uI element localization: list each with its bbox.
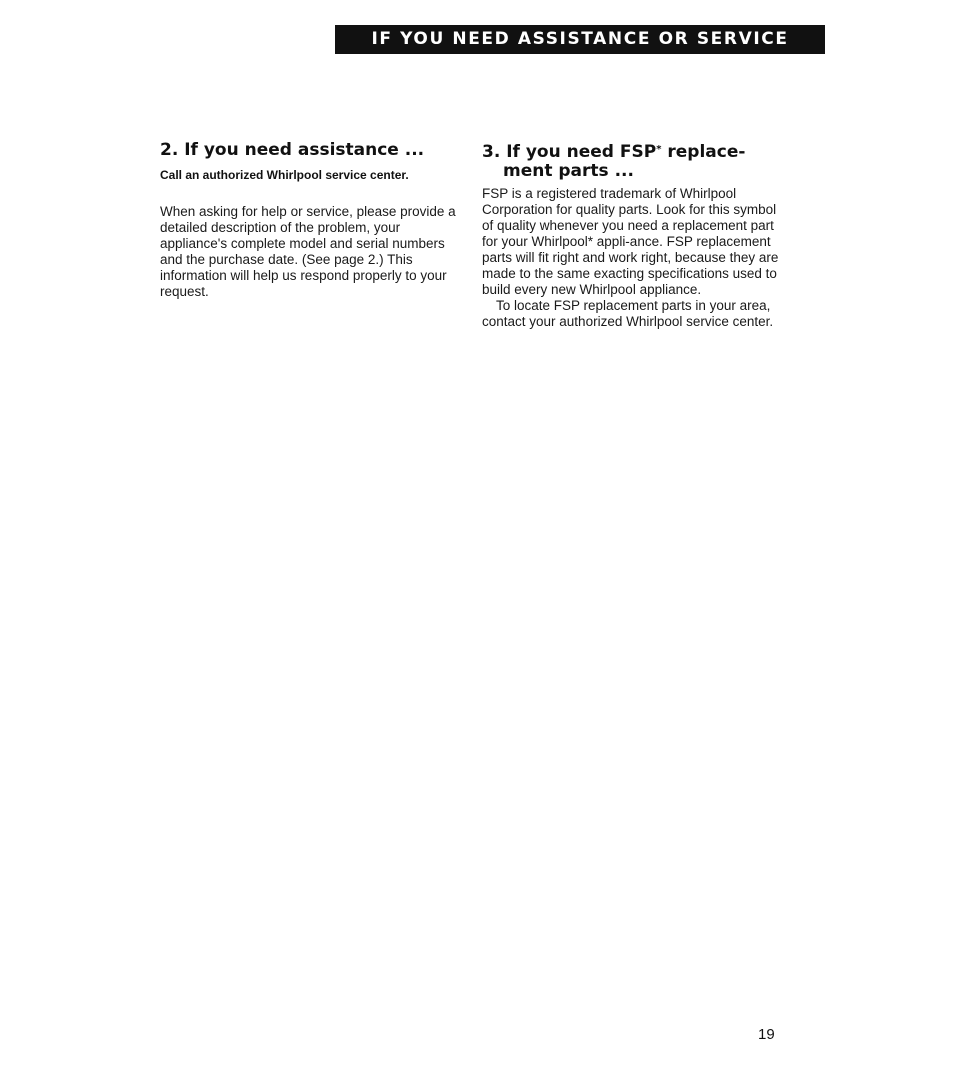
assistance-section [160, 140, 460, 300]
fsp-heading-prefix: 3. If you need FSP [482, 142, 657, 162]
page-number: 19 [758, 1026, 775, 1043]
fsp-heading-line2: ment parts ... [503, 161, 634, 181]
assistance-body: When asking for help or service, please provide a detailed description of the problem, your appliance's complete model and serial numbers and the purchase date. (See page 2.) This information will help us respond properly to your request. [160, 204, 456, 299]
fsp-locate-body: To locate FSP replacement parts in your area, contact your authorized Whirlpool service center. [482, 298, 774, 329]
fsp-parts-body: FSP is a registered trademark of Whirlpool Corporation for quality parts. Look for this symbol of quality whenever you need a replacement part for your Whirlpool* appli-ance. FSP replacement parts will fit right and work right, because they are made to the same exacting specifications used to build every new Whirlpool appliance. [482, 186, 779, 297]
assistance-subheading: Call an authorized Whirlpool service center. [160, 168, 409, 182]
section-banner: IF YOU NEED ASSISTANCE OR SERVICE [335, 25, 825, 54]
fsp-parts-heading [482, 140, 787, 181]
fsp-parts-section [482, 140, 787, 330]
fsp-heading-mark: * [656, 144, 662, 155]
assistance-heading: 2. If you need assistance ... [160, 140, 425, 160]
fsp-heading-suffix: replace- [661, 142, 746, 162]
